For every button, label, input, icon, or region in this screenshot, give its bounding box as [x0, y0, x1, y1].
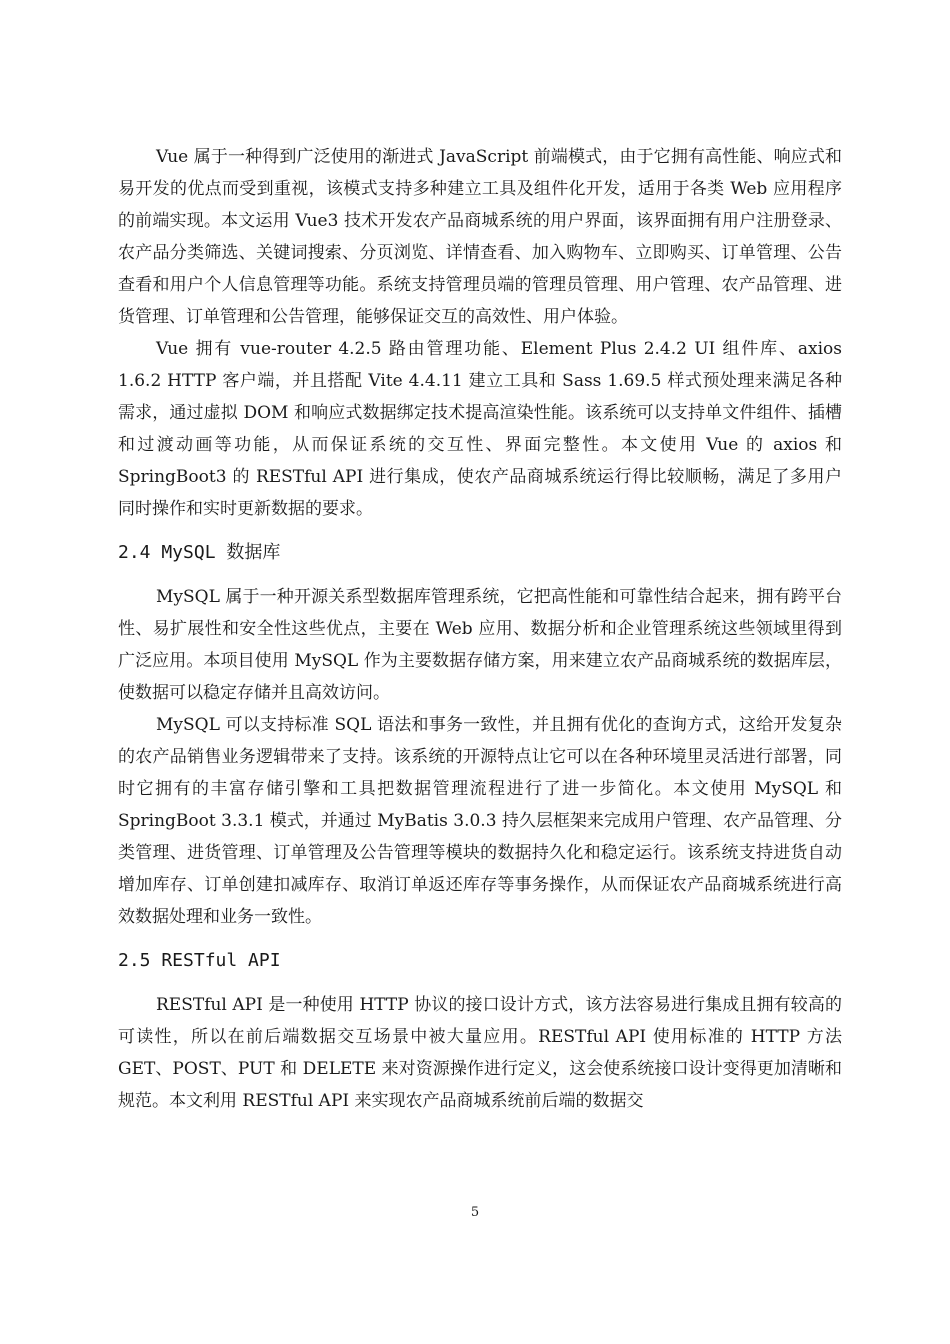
section-heading-restful: 2.5 RESTful API [118, 950, 281, 971]
page-body [118, 141, 842, 1117]
paragraph-vue-intro: Vue 属于一种得到广泛使用的渐进式 JavaScript 前端模式，由于它拥有高性能、响应式和易开发的优点而受到重视，该模式支持多种建立工具及组件化开发，适用于各类 Web 应用程序的前端实现。本文运用 Vue3 技术开发农产品商城系统的用户界面，该界面拥有用户注册登录、农产品分类筛选、关键词搜索、分页浏览、详情查看、加入购物车、立即购买、订单管理、公告查看和用户个人信息管理等功能。系统支持管理员端的管理员管理、用户管理、农产品管理、进货管理、订单管理和公告管理，能够保证交互的高效性、用户体验。 [118, 147, 842, 327]
page-number: 5 [470, 1205, 480, 1220]
paragraph-restful-intro: RESTful API 是一种使用 HTTP 协议的接口设计方式，该方法容易进行集成且拥有较高的可读性，所以在前后端数据交互场景中被大量应用。RESTful API 使用标准的 HTTP 方法 GET、POST、PUT 和 DELETE 来对资源操作进行定义，这会使系统接口设计变得更加清晰和规范。本文利用 RESTful API 来实现农产品商城系统前后端的数据交 [118, 995, 842, 1111]
paragraph-vue-ecosystem: Vue 拥有 vue-router 4.2.5 路由管理功能、Element Plus 2.4.2 UI 组件库、axios 1.6.2 HTTP 客户端，并且搭配 Vite 4.4.11 建立工具和 Sass 1.69.5 样式预处理来满足各种需求，通过虚拟 DOM 和响应式数据绑定技术提高渲染性能。该系统可以支持单文件组件、插槽和过渡动画等功能，从而保证系统的交互性、界面完整性。本文使用 Vue 的 axios 和 SpringBoot3 的 RESTful API 进行集成，使农产品商城系统运行得比较顺畅，满足了多用户同时操作和实时更新数据的要求。 [118, 339, 842, 519]
paragraph-mysql-usage: MySQL 可以支持标准 SQL 语法和事务一致性，并且拥有优化的查询方式，这给开发复杂的农产品销售业务逻辑带来了支持。该系统的开源特点让它可以在各种环境里灵活进行部署，同时它拥有的丰富存储引擎和工具把数据管理流程进行了进一步简化。本文使用 MySQL 和 SpringBoot 3.3.1 模式，并通过 MyBatis 3.0.3 持久层框架来完成用户管理、农产品管理、分类管理、进货管理、订单管理及公告管理等模块的数据持久化和稳定运行。该系统支持进货自动增加库存、订单创建扣减库存、取消订单返还库存等事务操作，从而保证农产品商城系统进行高效数据处理和业务一致性。 [118, 715, 842, 927]
section-heading-mysql: 2.4 MySQL 数据库 [118, 542, 281, 563]
paragraph-mysql-intro: MySQL 属于一种开源关系型数据库管理系统，它把高性能和可靠性结合起来，拥有跨平台性、易扩展性和安全性这些优点，主要在 Web 应用、数据分析和企业管理系统这些领域里得到广泛应用。本项目使用 MySQL 作为主要数据存储方案，用来建立农产品商城系统的数据库层，使数据可以稳定存储并且高效访问。 [118, 587, 842, 703]
